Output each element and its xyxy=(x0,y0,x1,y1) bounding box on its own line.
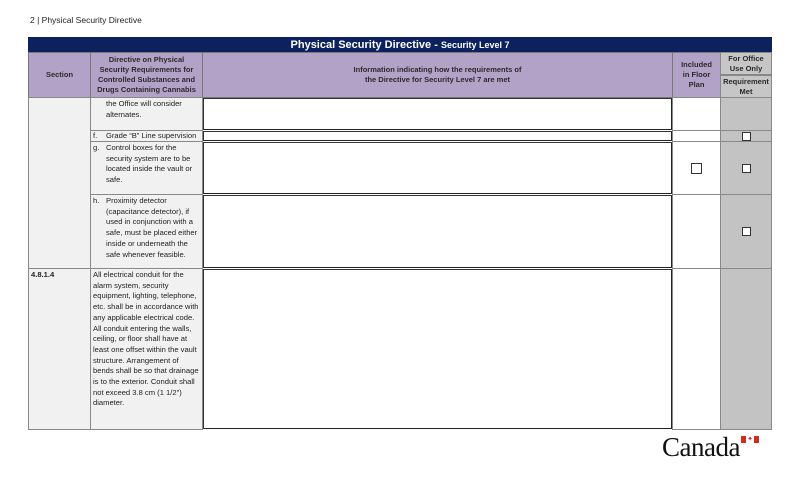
item-letter: f. xyxy=(93,131,98,140)
directive-text: All electrical conduit for the alarm system, security equipment, lighting, telephone, etc. shall be in accordance with any applicable electrical code. All conduit entering the walls, ceiling, or floor shall have at least one offset within the vault structure. Arrangement of bends shall be so that drainage is to the exterior. Conduit shall not exceed 3.8 cm (1 1/2") diameter. xyxy=(90,268,203,430)
information-input[interactable] xyxy=(203,98,672,130)
included-checkbox[interactable] xyxy=(691,163,702,174)
table-row xyxy=(90,97,203,131)
header-requirement-met: Requirement Met xyxy=(720,75,772,98)
item-letter: h. xyxy=(93,196,100,205)
requirement-met-cell xyxy=(720,141,772,195)
header-included: Included in Floor Plan xyxy=(672,52,721,98)
directive-text: Control boxes for the security system are to be located inside the vault or safe. xyxy=(106,143,193,185)
requirement-met-checkbox[interactable] xyxy=(742,132,751,141)
header-section: Section xyxy=(28,52,91,98)
table-title xyxy=(28,37,772,53)
section-cell xyxy=(28,97,91,269)
table-row xyxy=(90,194,203,269)
item-letter: g. xyxy=(93,143,100,152)
included-cell xyxy=(672,141,721,195)
section-number: 4.8.1.4 xyxy=(28,268,91,430)
requirement-met-cell xyxy=(720,97,772,131)
requirement-met-cell xyxy=(720,194,772,269)
header-office-use: For Office Use Only xyxy=(720,52,772,75)
directive-text: Proximity detector (capacitance detector), if used in conjunction with a safe, must be placed either inside or underneath the safe whenever feasible. xyxy=(106,196,198,259)
information-input[interactable] xyxy=(203,195,672,268)
information-input[interactable] xyxy=(203,131,672,141)
requirement-met-checkbox[interactable] xyxy=(742,227,751,236)
directive-text: the Office will consider alternates. xyxy=(106,99,182,119)
requirement-met-checkbox[interactable] xyxy=(742,164,751,173)
canada-flag-icon: ✦ xyxy=(741,436,759,443)
requirement-met-cell xyxy=(720,268,772,430)
included-cell xyxy=(672,97,721,131)
header-information: Information indicating how the requirements of the Directive for Security Level 7 are met xyxy=(202,52,673,98)
included-cell xyxy=(672,268,721,430)
title-text: Physical Security Directive - xyxy=(290,39,441,51)
page-header: 2 | Physical Security Directive xyxy=(30,15,142,25)
title-level: Security Level 7 xyxy=(440,40,510,50)
canada-wordmark: Canada xyxy=(662,432,740,462)
directive-text: Grade “B” Line supervision xyxy=(106,131,197,140)
included-cell xyxy=(672,194,721,269)
header-directive: Directive on Physical Security Requirements for Controlled Substances and Drugs Containing Cannabis xyxy=(90,52,203,98)
information-input[interactable] xyxy=(203,142,672,194)
table-row xyxy=(90,141,203,195)
information-input[interactable] xyxy=(203,269,672,429)
